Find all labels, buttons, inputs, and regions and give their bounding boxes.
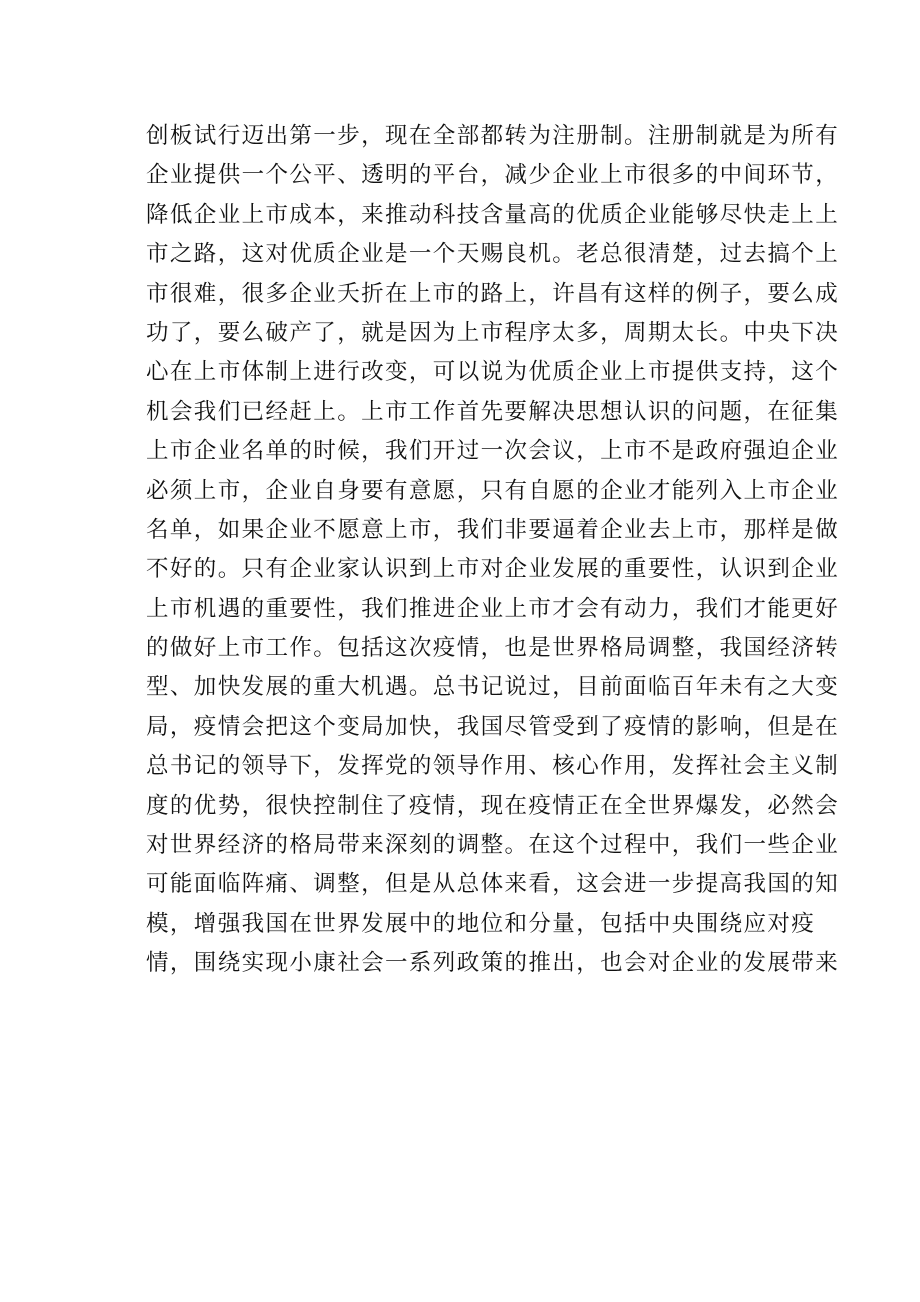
text-line: 企业提供一个公平、透明的平台，减少企业上市很多的中间环节， bbox=[146, 162, 840, 189]
text-line: 心在上市体制上进行改变，可以说为优质企业上市提供支持，这个 bbox=[146, 359, 840, 386]
text-line: 的做好上市工作。包括这次疫情，也是世界格局调整，我国经济转 bbox=[146, 635, 840, 662]
text-line: 创板试行迈出第一步，现在全部都转为注册制。注册制就是为所有 bbox=[146, 123, 840, 149]
text-line: 对世界经济的格局带来深刻的调整。在这个过程中，我们一些企业 bbox=[146, 832, 840, 859]
text-line: 市很难，很多企业夭折在上市的路上，许昌有这样的例子，要么成 bbox=[146, 280, 840, 307]
text-line: 市之路，这对优质企业是一个天赐良机。老总很清楚，过去搞个上 bbox=[146, 241, 840, 268]
text-line: 不好的。只有企业家认识到上市对企业发展的重要性，认识到企业 bbox=[146, 556, 840, 583]
text-line: 上市机遇的重要性，我们推进企业上市才会有动力，我们才能更好 bbox=[146, 595, 840, 622]
text-line: 降低企业上市成本，来推动科技含量高的优质企业能够尽快走上上 bbox=[146, 201, 840, 228]
text-line: 必须上市，企业自身要有意愿，只有自愿的企业才能列入上市企业 bbox=[146, 477, 840, 504]
text-line: 可能面临阵痛、调整，但是从总体来看，这会进一步提高我国的知 bbox=[146, 871, 840, 898]
text-line: 上市企业名单的时候，我们开过一次会议，上市不是政府强迫企业 bbox=[146, 438, 840, 465]
text-line: 功了，要么破产了，就是因为上市程序太多，周期太长。中央下决 bbox=[146, 319, 840, 346]
text-line: 情，围绕实现小康社会一系列政策的推出，也会对企业的发展带来 bbox=[146, 950, 840, 977]
text-line: 总书记的领导下，发挥党的领导作用、核心作用，发挥社会主义制 bbox=[146, 753, 840, 780]
body-text bbox=[146, 117, 840, 984]
text-line: 模，增强我国在世界发展中的地位和分量，包括中央围绕应对疫 bbox=[146, 910, 816, 937]
text-line: 机会我们已经赶上。上市工作首先要解决思想认识的问题，在征集 bbox=[146, 398, 840, 425]
text-line: 度的优势，很快控制住了疫情，现在疫情正在全世界爆发，必然会 bbox=[146, 792, 840, 819]
text-line: 局，疫情会把这个变局加快，我国尽管受到了疫情的影响，但是在 bbox=[146, 713, 840, 740]
text-line: 名单，如果企业不愿意上市，我们非要逼着企业去上市，那样是做 bbox=[146, 516, 840, 543]
text-line: 型、加快发展的重大机遇。总书记说过，目前面临百年未有之大变 bbox=[146, 674, 840, 701]
